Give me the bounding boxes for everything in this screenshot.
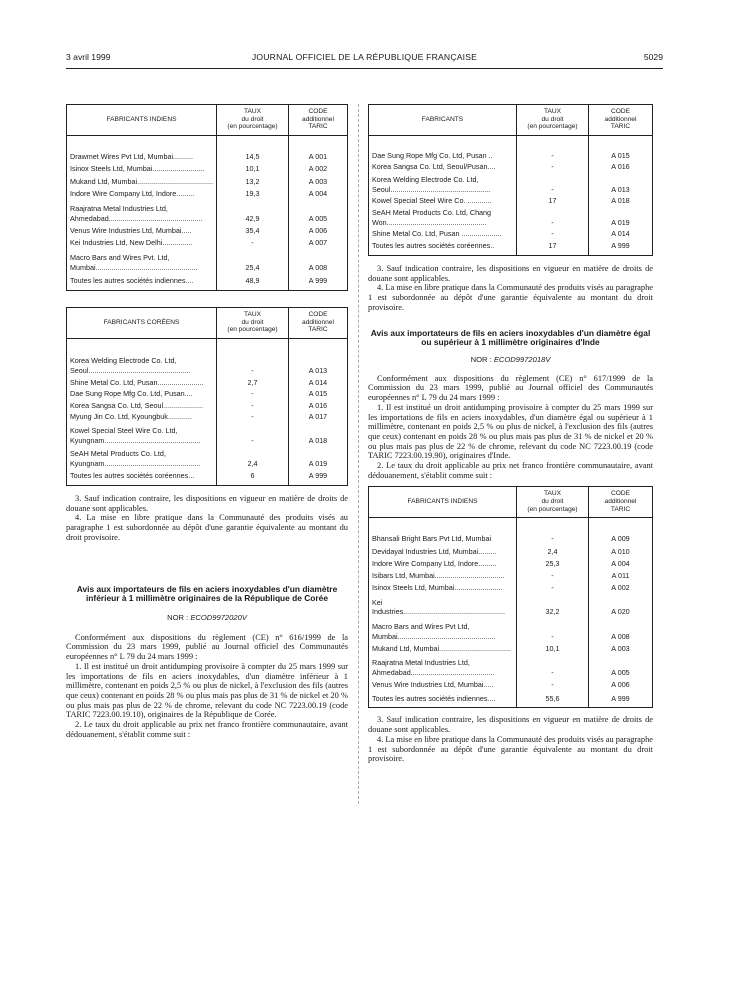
table-spacer-row <box>67 338 348 353</box>
table-row <box>67 422 348 445</box>
column-header: TAUX du droit (en pourcentage) <box>217 105 289 136</box>
manufacturer-cell: Toutes les autres sociétés indiennes.... <box>372 693 496 703</box>
left-column <box>66 104 348 739</box>
duty-rate-cell: - <box>517 617 589 641</box>
taric-code-cell: A 013 <box>589 172 653 194</box>
duty-rate-cell: 10,1 <box>517 642 589 654</box>
header-rule <box>66 68 663 69</box>
header-page-number: 5029 <box>643 52 663 62</box>
manufacturer-cell: Kowel Special Steel Wire Co. Ltd, Kyungnam................................................ <box>70 425 201 445</box>
manufacturer-cell: Isibars Ltd, Mumbai................................... <box>372 570 505 580</box>
taric-code-cell: A 008 <box>589 617 653 641</box>
duty-rate-cell: - <box>217 422 289 445</box>
manufacturer-cell: Mukand Ltd, Mumbai.................................... <box>372 643 512 653</box>
duty-rate-cell: 17 <box>517 239 589 255</box>
notice-title-korea: Avis aux importateurs de fils en aciers inoxydables d'un diamètre inférieur à 1 millimètre originaires de la République de Corée <box>76 583 338 604</box>
table-body <box>369 135 653 255</box>
table-row <box>67 223 348 235</box>
table-indian-manufacturers-1 <box>66 104 348 291</box>
manufacturer-cell: SeAH Metal Products Co. Ltd, Kyungnam................................................ <box>70 448 201 468</box>
duty-rate-cell: 13,2 <box>217 174 289 186</box>
table-row <box>369 581 653 593</box>
manufacturer-cell: Dae Sung Rope Mfg Co. Ltd, Pusan .. <box>372 151 493 161</box>
taric-code-cell: A 019 <box>589 206 653 228</box>
manufacturer-cell: Shine Metal Co. Ltd, Pusan .................... <box>372 229 502 239</box>
taric-code-cell: A 007 <box>289 236 348 248</box>
table-row <box>67 376 348 388</box>
table-row <box>369 161 653 172</box>
column-header: CODE additionnel TARIC <box>289 105 348 136</box>
duty-rate-cell: 35,4 <box>217 223 289 235</box>
taric-code-cell: A 005 <box>589 654 653 678</box>
taric-code-cell: A 006 <box>589 678 653 690</box>
manufacturer-cell: Raajratna Metal Industries Ltd, Ahmedabad............................................... <box>70 203 203 223</box>
table-row <box>369 532 653 544</box>
table-row <box>67 411 348 423</box>
duty-rate-cell: 25,4 <box>217 248 289 273</box>
taric-code-cell: A 002 <box>289 162 348 174</box>
table-korean-manufacturers-2 <box>368 104 653 256</box>
table-row <box>369 678 653 690</box>
duty-rate-cell: 25,3 <box>517 557 589 569</box>
manufacturer-cell: Raajratna Metal Industries Ltd, Ahmedabad.......................................... <box>372 658 495 678</box>
manufacturer-cell: Kei Industries Ltd, New Delhi............... <box>70 238 193 248</box>
taric-code-cell: A 016 <box>289 399 348 411</box>
taric-code-cell: A 004 <box>289 187 348 199</box>
manufacturer-cell: Kowel Special Steel Wire Co. ............ <box>372 195 492 205</box>
table-row <box>369 690 653 708</box>
table-row <box>67 353 348 376</box>
header-date: 3 avril 1999 <box>66 52 111 62</box>
column-header: FABRICANTS <box>369 105 517 136</box>
manufacturer-cell: Drawmet Wires Pvt Ltd, Mumbai.......... <box>70 152 194 162</box>
paragraph-4: 4. La mise en libre pratique dans la Communauté des produits visés au paragraphe 1 est subordonnée au dépôt d'une garantie équivalente au montant du droit provisoire. <box>368 734 653 764</box>
duty-rate-cell: 42,9 <box>217 199 289 224</box>
right-column <box>368 104 653 764</box>
taric-code-cell: A 009 <box>589 532 653 544</box>
table-body <box>369 518 653 708</box>
taric-code-cell: A 003 <box>589 642 653 654</box>
table-row <box>67 273 348 291</box>
taric-code-cell: A 017 <box>289 411 348 423</box>
duty-rate-cell: - <box>517 150 589 161</box>
taric-code-cell: A 013 <box>289 353 348 376</box>
duty-rate-cell: 17 <box>517 194 589 205</box>
taric-code-cell: A 003 <box>289 174 348 186</box>
notice-intro: Conformément aux dispositions du règlement (CE) n° 616/1999 de la Commission du 23 mars 1999, publié au Journal officiel des Communautés européennes n° L 79 du 24 mars 1999 : <box>66 632 348 662</box>
notice-paragraph-1: 1. Il est institué un droit antidumping provisoire à compter du 25 mars 1999 sur les importations de fils en aciers inoxydables, d'un diamètre égal ou supérieur à 1 millimètre, contenant en poids 2,5 % ou plus de nickel, à l'exclusion des fils (autres que ceux) contenant en poids 28 % ou plus mais pas plus de 31 % de nickel et 20 % ou plus mais pas plus de 22 % de chrome, relevant du code NC 7223.00.19 (code TARIC 7223.00.19.90), originaires d'Inde. <box>368 402 653 461</box>
table-row <box>67 174 348 186</box>
duty-rate-cell: - <box>517 569 589 581</box>
manufacturer-cell: Venus Wire Industries Ltd, Mumbai..... <box>372 680 494 690</box>
manufacturer-cell: SeAH Metal Products Co. Ltd, Chang Won.................................................. <box>372 208 492 228</box>
column-separator <box>358 104 359 804</box>
duty-rate-cell: - <box>217 388 289 400</box>
column-header: CODE additionnel TARIC <box>589 105 653 136</box>
table-row <box>369 617 653 641</box>
taric-code-cell: A 999 <box>589 690 653 708</box>
table-row <box>67 199 348 224</box>
manufacturer-cell: Devidayal Industries Ltd, Mumbai......... <box>372 546 497 556</box>
manufacturer-cell: Macro Bars and Wires Pvt. Ltd, Mumbai................................................... <box>70 252 198 272</box>
duty-rate-cell: 32,2 <box>517 593 589 617</box>
table-row <box>67 388 348 400</box>
paragraph-4: 4. La mise en libre pratique dans la Communauté des produits visés au paragraphe 1 est subordonnée au dépôt d'une garantie équivalente au montant du droit provisoire. <box>368 283 653 312</box>
manufacturer-cell: Korea Welding Electrode Co. Ltd, Seoul.................................................. <box>372 174 491 194</box>
duty-rate-cell: - <box>517 678 589 690</box>
column-header: FABRICANTS INDIENS <box>369 487 517 518</box>
duty-rate-cell: 2,4 <box>517 544 589 556</box>
table-row <box>67 399 348 411</box>
manufacturer-cell: Kei Industries................................................... <box>372 597 506 617</box>
table-body <box>67 135 348 290</box>
table-korean-manufacturers-1 <box>66 307 348 486</box>
duty-rate-cell: - <box>517 161 589 172</box>
duty-rate-cell: - <box>517 581 589 593</box>
duty-rate-cell: 19,3 <box>217 187 289 199</box>
duty-rate-cell: - <box>217 411 289 423</box>
table-row <box>369 557 653 569</box>
table-row <box>369 569 653 581</box>
notice-paragraph-2: 2. Le taux du droit applicable au prix net franco frontière communautaire, avant dédouanement, s'établit comme suit : <box>368 461 653 480</box>
duty-rate-cell: 6 <box>217 469 289 486</box>
manufacturer-cell: Isinox Steels Ltd, Mumbai.......................... <box>70 164 205 174</box>
table-row <box>369 593 653 617</box>
table-row <box>67 236 348 248</box>
table-row <box>67 162 348 174</box>
table-row <box>67 248 348 273</box>
table-row <box>369 194 653 205</box>
table-row <box>369 654 653 678</box>
column-header: CODE additionnel TARIC <box>589 487 653 518</box>
taric-code-cell: A 014 <box>589 228 653 239</box>
manufacturer-cell: Macro Bars and Wires Pvt Ltd, Mumbai................................................. <box>372 621 496 641</box>
notice-paragraph-1: 1. Il est institué un droit antidumping provisoire à compter du 25 mars 1999 sur les importations de fils en aciers inoxydables, d'un diamètre inférieur à 1 millimètre, contenant en poids 2,5 % ou plus de nickel, à l'exclusion des fils (autres que ceux) contenant en poids 28 % ou plus mais pas plus de 31 % de nickel et 20 % ou plus mais pas plus de 22 % de chrome, relevant du code NC 7223.00.19 (code TARIC 7223.00.19.10), originaires de la République de Corée. <box>66 661 348 720</box>
column-header: TAUX du droit (en pourcentage) <box>517 105 589 136</box>
paragraph-3: 3. Sauf indication contraire, les dispositions en vigueur en matière de droits de douane sont applicables. <box>66 494 348 513</box>
notice-title-india: Avis aux importateurs de fils en aciers inoxydables d'un diamètre égal ou supérieur à 1 millimètre originaires d'Inde <box>370 327 651 348</box>
duty-rate-cell: - <box>217 399 289 411</box>
taric-code-cell: A 006 <box>289 223 348 235</box>
manufacturer-cell: Dae Sung Rope Mfg Co. Ltd, Pusan.... <box>70 389 193 399</box>
duty-rate-cell: 10,1 <box>217 162 289 174</box>
taric-code-cell: A 014 <box>289 376 348 388</box>
table-row <box>369 172 653 194</box>
column-header: TAUX du droit (en pourcentage) <box>517 487 589 518</box>
duty-rate-cell: - <box>517 206 589 228</box>
taric-code-cell: A 020 <box>589 593 653 617</box>
manufacturer-cell: Venus Wire Industries Ltd, Mumbai..... <box>70 225 192 235</box>
manufacturer-cell: Korea Sangsa Co. Ltd, Seoul.................... <box>70 400 204 410</box>
taric-code-cell: A 999 <box>589 239 653 255</box>
notice-paragraph-2: 2. Le taux du droit applicable au prix net franco frontière communautaire, avant dédouanement, s'établit comme suit : <box>66 720 348 739</box>
paragraph-4: 4. La mise en libre pratique dans la Communauté des produits visés au paragraphe 1 est subordonnée au dépôt d'une garantie équivalente au montant du droit provisoire. <box>66 513 348 542</box>
table-row <box>67 187 348 199</box>
notice-intro: Conformément aux dispositions du règlement (CE) n° 617/1999 de la Commission du 23 mars 1999, publié au Journal officiel des Communautés européennes n° L 79 du 24 mars 1999 : <box>368 373 653 403</box>
manufacturer-cell: Korea Welding Electrode Co. Ltd, Seoul................................................... <box>70 356 191 376</box>
taric-code-cell: A 008 <box>289 248 348 273</box>
column-header: TAUX du droit (en pourcentage) <box>217 308 289 339</box>
table-row <box>369 206 653 228</box>
nor-reference: NOR : ECOD9972018V <box>470 354 551 364</box>
taric-code-cell: A 005 <box>289 199 348 224</box>
taric-code-cell: A 019 <box>289 445 348 468</box>
duty-rate-cell: - <box>517 532 589 544</box>
taric-code-cell: A 018 <box>589 194 653 205</box>
table-row <box>67 445 348 468</box>
manufacturer-cell: Toutes les autres sociétés coréennes... <box>70 471 195 481</box>
table-row <box>369 150 653 161</box>
taric-code-cell: A 011 <box>589 569 653 581</box>
table-indian-manufacturers-2 <box>368 486 653 708</box>
taric-code-cell: A 999 <box>289 469 348 486</box>
duty-rate-cell: 2,4 <box>217 445 289 468</box>
duty-rate-cell: - <box>517 654 589 678</box>
table-spacer-row <box>369 518 653 533</box>
table-row <box>369 228 653 239</box>
taric-code-cell: A 002 <box>589 581 653 593</box>
table-row <box>67 469 348 486</box>
manufacturer-cell: Korea Sangsa Co. Ltd, Seoul/Pusan.... <box>372 162 496 172</box>
manufacturer-cell: Mukand Ltd, Mumbai...................................... <box>70 176 213 186</box>
table-row <box>67 150 348 162</box>
paragraph-3: 3. Sauf indication contraire, les dispositions en vigueur en matière de droits de douane sont applicables. <box>368 264 653 283</box>
table-spacer-row <box>369 135 653 150</box>
column-header: FABRICANTS INDIENS <box>67 105 217 136</box>
page-header <box>66 52 663 66</box>
duty-rate-cell: 55,6 <box>517 690 589 708</box>
manufacturer-cell: Indore Wire Company Ltd, Indore......... <box>372 558 497 568</box>
column-header: FABRICANTS CORÉENS <box>67 308 217 339</box>
nor-reference: NOR : ECOD9972020V <box>167 612 247 622</box>
paragraph-3: 3. Sauf indication contraire, les dispositions en vigueur en matière de droits de douane sont applicables. <box>368 715 653 735</box>
taric-code-cell: A 004 <box>589 557 653 569</box>
table-spacer-row <box>67 135 348 150</box>
duty-rate-cell: 48,9 <box>217 273 289 291</box>
manufacturer-cell: Bhansali Bright Bars Pvt Ltd, Mumbai <box>372 534 492 544</box>
taric-code-cell: A 001 <box>289 150 348 162</box>
table-row <box>369 239 653 255</box>
manufacturer-cell: Myung Jin Co. Ltd, Kyoungbuk............ <box>70 412 192 422</box>
manufacturer-cell: Toutes les autres sociétés coréennes.. <box>372 241 495 251</box>
duty-rate-cell: - <box>217 236 289 248</box>
table-row <box>369 642 653 654</box>
taric-code-cell: A 015 <box>589 150 653 161</box>
taric-code-cell: A 999 <box>289 273 348 291</box>
manufacturer-cell: Toutes les autres sociétés indiennes.... <box>70 276 194 286</box>
taric-code-cell: A 015 <box>289 388 348 400</box>
duty-rate-cell: - <box>517 228 589 239</box>
duty-rate-cell: 2,7 <box>217 376 289 388</box>
manufacturer-cell: Indore Wire Company Ltd, Indore......... <box>70 189 195 198</box>
column-header: CODE additionnel TARIC <box>289 308 348 339</box>
table-row <box>369 544 653 556</box>
duty-rate-cell: - <box>517 172 589 194</box>
taric-code-cell: A 010 <box>589 544 653 556</box>
header-journal-title: JOURNAL OFFICIEL DE LA RÉPUBLIQUE FRANÇAISE <box>251 52 478 62</box>
manufacturer-cell: Isinox Steels Ltd, Mumbai........................ <box>372 583 503 593</box>
duty-rate-cell: 14,5 <box>217 150 289 162</box>
taric-code-cell: A 018 <box>289 422 348 445</box>
duty-rate-cell: - <box>217 353 289 376</box>
taric-code-cell: A 016 <box>589 161 653 172</box>
manufacturer-cell: Shine Metal Co. Ltd, Pusan....................... <box>70 377 204 387</box>
table-body <box>67 338 348 485</box>
